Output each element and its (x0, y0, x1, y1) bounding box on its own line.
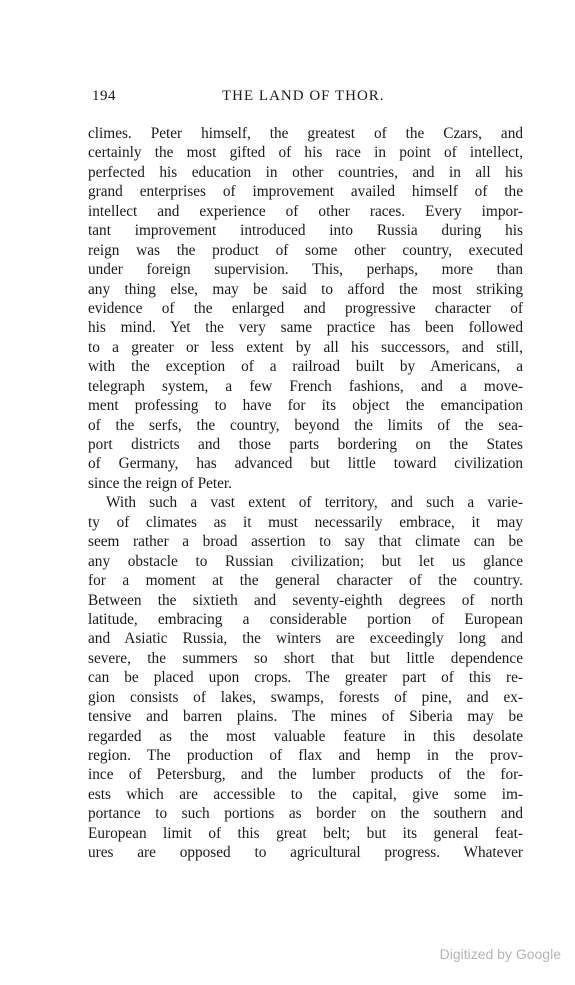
paragraph (88, 493, 523, 862)
text-line: to a greater or less extent by all his successors, and still, (88, 338, 523, 356)
paragraph (88, 124, 523, 493)
text-line: climes. Peter himself, the greatest of the Czars, and (88, 125, 523, 142)
text-line: European limit of this great belt; but its general feat- (88, 824, 523, 842)
text-line: his mind. Yet the very same practice has been followed (88, 319, 523, 337)
page-number: 194 (92, 88, 116, 104)
text-line: evidence of the enlarged and progressive character of (88, 299, 523, 317)
text-line: under foreign supervision. This, perhaps, more than (88, 261, 523, 279)
text-line: portance to such portions as border on the southern and (88, 805, 523, 823)
text-line: ures are opposed to agricultural progress. Whatever (88, 844, 523, 862)
text-line: seem rather a broad assertion to say that climate can be (88, 533, 523, 551)
text-line: intellect and experience of other races. Every impor- (88, 202, 523, 220)
text-line: with the exception of a railroad built by Americans, a (88, 358, 523, 376)
text-line: of Germany, has advanced but little toward civilization (88, 455, 523, 473)
text-line: of the serfs, the country, beyond the limits of the sea- (88, 416, 523, 434)
text-line: ment professing to have for its object the emancipation (88, 397, 523, 415)
text-line: port districts and those parts bordering on the States (88, 436, 523, 453)
running-title: THE LAND OF THOR. (222, 88, 385, 104)
text-line: severe, the summers so short that but little dependence (88, 649, 523, 667)
text-line: since the reign of Peter. (88, 474, 232, 492)
running-header (92, 88, 523, 108)
text-line: regarded as the most valuable feature in this desolate (88, 727, 523, 745)
text-line: latitude, embracing a considerable portion of European (88, 610, 523, 628)
text-line: any thing else, may be said to afford the most striking (88, 280, 523, 298)
text-line: reign was the product of some other country, executed (88, 241, 523, 259)
text-line: for a moment at the general character of the country. (88, 572, 523, 590)
body-text (88, 124, 523, 863)
text-line: ests which are accessible to the capital, give some im- (88, 785, 523, 803)
text-line: tensive and barren plains. The mines of Siberia may be (88, 708, 523, 726)
text-line: ty of climates as it must necessarily embrace, it may (88, 513, 523, 531)
text-line: any obstacle to Russian civilization; but let us glance (88, 552, 523, 570)
text-line: can be placed upon crops. The greater part of this re- (88, 669, 523, 687)
text-line: region. The production of flax and hemp in the prov- (88, 747, 523, 764)
text-line: and Asiatic Russia, the winters are exceedingly long and (88, 630, 523, 648)
text-line: gion consists of lakes, swamps, forests of pine, and ex- (88, 688, 523, 706)
text-line: Between the sixtieth and seventy-eighth degrees of north (88, 591, 523, 609)
text-line: tant improvement introduced into Russia during his (88, 222, 523, 240)
text-line: ince of Petersburg, and the lumber products of the for- (88, 766, 523, 784)
text-line: certainly the most gifted of his race in point of intellect, (88, 144, 523, 162)
text-line: perfected his education in other countries, and in all his (88, 163, 523, 181)
text-line: grand enterprises of improvement availed himself of the (88, 183, 523, 201)
text-line: telegraph system, a few French fashions, and a move- (88, 377, 523, 395)
text-line: With such a vast extent of territory, and such a varie- (106, 494, 523, 512)
digitized-watermark: Digitized by Google (439, 946, 561, 962)
